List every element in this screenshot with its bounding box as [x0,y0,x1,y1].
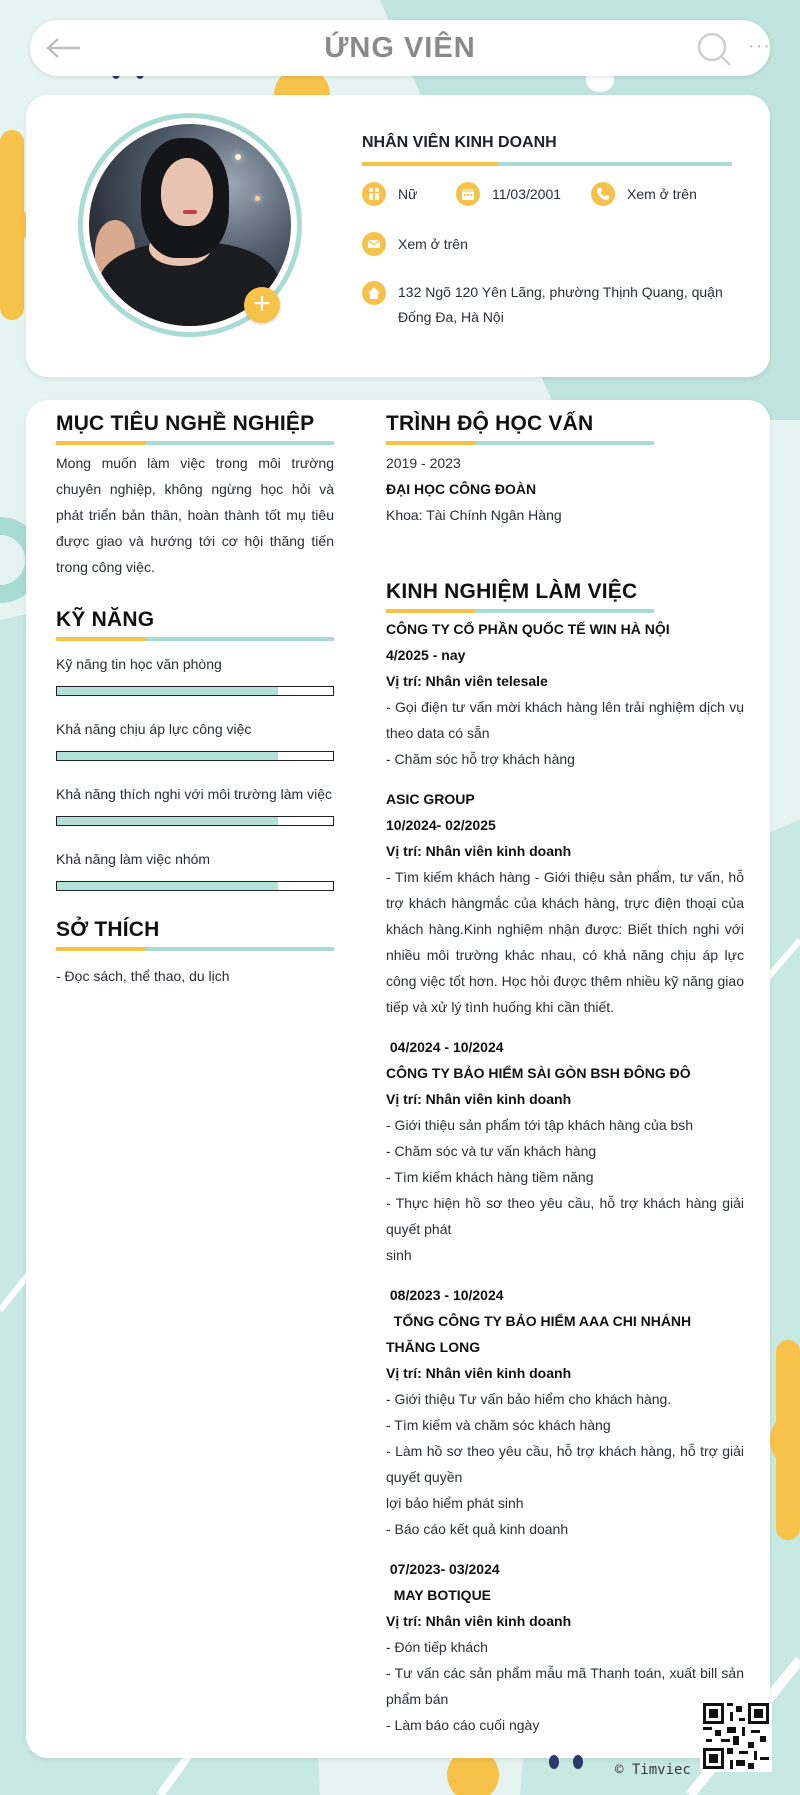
add-photo-button[interactable]: + [244,287,280,323]
skill-bar [56,751,334,761]
experience-detail: - Giới thiệu sản phẩm tới tập khách hàng của bsh [386,1117,694,1133]
gender-icon [362,182,386,206]
search-icon[interactable] [696,31,732,67]
gender-row [362,182,417,206]
experience-item [386,616,744,772]
experience-item [386,1034,744,1268]
skill-bar [56,816,334,826]
experience-underline [386,609,654,613]
experience-item [386,1282,744,1542]
experience-item [386,1556,744,1738]
job-title: NHÂN VIÊN KINH DOANH [362,134,557,151]
experience-period: 4/2025 - nay [386,647,466,663]
more-options-icon[interactable]: ··· [748,35,771,57]
experience-detail: - Tìm kiếm và chăm sóc khách hàng [386,1417,611,1433]
address-row [362,280,730,330]
experience-detail: - Giới thiệu Tư vấn bảo hiểm cho khách hàng. [386,1391,672,1407]
experience-period: 04/2024 - 10/2024 [386,1039,504,1055]
experience-detail: - Tìm kiếm khách hàng - Giới thiệu sản phẩm, tư vấn, hỗ trợ khách hàngmắc của khách hàng, trực điện thoại của khách hàng.Kinh nghiệm nhận được: Biết thích nghi với nhiều môi trường khác nhau, có khả năng chịu áp lực công việc tốt hơn. Học hỏi được thêm nhiều kỹ năng giao tiếp và xử lý tình huống khi cần thiết. [386,869,744,1015]
objective-heading: MỤC TIÊU NGHỀ NGHIỆP [56,412,315,435]
experience-position: Vị trí: Nhân viên kinh doanh [386,1613,572,1629]
experience-position: Vị trí: Nhân viên kinh doanh [386,1365,572,1381]
skills-heading: KỸ NĂNG [56,608,155,631]
experience-company: MAY BOTIQUE [386,1587,492,1603]
page-title: ỨNG VIÊN [324,31,476,64]
skill-label: Kỹ năng tin học văn phòng [56,656,222,672]
address-value: 132 Ngõ 120 Yên Lãng, phường Thịnh Quang, quận Đống Đa, Hà Nội [398,284,723,325]
gender-value: Nữ [398,186,418,202]
email-icon [362,232,386,256]
experience-list [386,616,744,1738]
phone-value: Xem ở trên [627,186,697,202]
education-period: 2019 - 2023 [386,455,461,471]
profile-card [26,95,770,377]
skill-bar [56,686,334,696]
education-school: ĐẠI HỌC CÔNG ĐOÀN [386,481,537,497]
experience-position: Vị trí: Nhân viên kinh doanh [386,843,572,859]
birthday-row [456,182,561,206]
hobbies-underline [56,947,334,951]
skill-label: Khả năng làm việc nhóm [56,851,211,867]
email-value: Xem ở trên [398,236,468,252]
email-row [362,232,468,256]
experience-detail: - Tư vấn các sản phẩm mẫu mã Thanh toán, xuất bill sản phẩm bán [386,1665,744,1707]
experience-detail: - Chăm sóc hỗ trợ khách hàng [386,751,575,767]
education-underline [386,441,654,445]
app-header [30,20,770,76]
experience-period: 07/2023- 03/2024 [386,1561,500,1577]
experience-item [386,786,744,1020]
education-faculty: Khoa: Tài Chính Ngân Hàng [386,507,562,523]
education-heading: TRÌNH ĐỘ HỌC VẤN [386,412,594,435]
calendar-icon [456,182,480,206]
back-arrow-icon[interactable] [46,36,82,60]
title-underline [362,162,732,166]
objective-underline [56,441,334,445]
watermark: © Timviec [615,1762,691,1778]
experience-heading: KINH NGHIỆM LÀM VIỆC [386,580,638,603]
hobbies-text: - Đọc sách, thể thao, du lịch [56,968,230,984]
skill-bar [56,881,334,891]
experience-period: 10/2024- 02/2025 [386,817,496,833]
experience-detail: - Làm báo cáo cuối ngày [386,1717,540,1733]
birthday-value: 11/03/2001 [492,186,562,202]
phone-icon [591,182,615,206]
experience-detail: - Đón tiếp khách [386,1639,488,1655]
experience-position: Vị trí: Nhân viên kinh doanh [386,1091,572,1107]
decorative-dots [546,1752,588,1777]
home-icon [362,281,386,305]
experience-company: ASIC GROUP [386,791,475,807]
experience-detail: - Làm hồ sơ theo yêu cầu, hỗ trợ khách hàng, hỗ trợ giải quyết quyền [386,1443,744,1485]
experience-detail: - Gọi điện tư vấn mời khách hàng lên trải nghiệm dịch vụ theo data có sẵn [386,699,744,741]
experience-detail: - Tìm kiếm khách hàng tiềm năng [386,1169,594,1185]
experience-detail: sinh [386,1247,412,1263]
objective-text: Mong muốn làm việc trong môi trường chuyên nghiệp, không ngừng học hỏi và phát triển bản thân, hoàn thành tốt mụ tiêu được giao và hướng tới cơ hội thăng tiến trong công việc. [56,455,334,575]
experience-period: 08/2023 - 10/2024 [386,1287,504,1303]
experience-company: TỔNG CÔNG TY BẢO HIỂM AAA CHI NHÁNH THĂNG LONG [386,1313,696,1355]
education-block [386,450,744,528]
experience-detail: lợi bảo hiểm phát sinh [386,1495,524,1511]
resume-body-card [26,400,770,1758]
experience-position: Vị trí: Nhân viên telesale [386,673,548,689]
phone-row [591,182,697,206]
experience-detail: - Báo cáo kết quả kinh doanh [386,1521,569,1537]
skill-label: Khả năng thích nghi với môi trường làm việc [56,786,332,802]
experience-company: CÔNG TY CỔ PHẦN QUỐC TẾ WIN HÀ NỘI [386,621,670,637]
hobbies-heading: SỞ THÍCH [56,918,160,941]
skill-label: Khả năng chịu áp lực công việc [56,721,252,737]
qr-code [700,1700,772,1772]
experience-company: CÔNG TY BẢO HIỂM SÀI GÒN BSH ĐÔNG ĐÔ [386,1065,691,1081]
experience-detail: - Thực hiện hồ sơ theo yêu cầu, hỗ trợ khách hàng giải quyết phát [386,1195,744,1237]
skills-underline [56,637,334,641]
experience-detail: - Chăm sóc và tư vấn khách hàng [386,1143,597,1159]
